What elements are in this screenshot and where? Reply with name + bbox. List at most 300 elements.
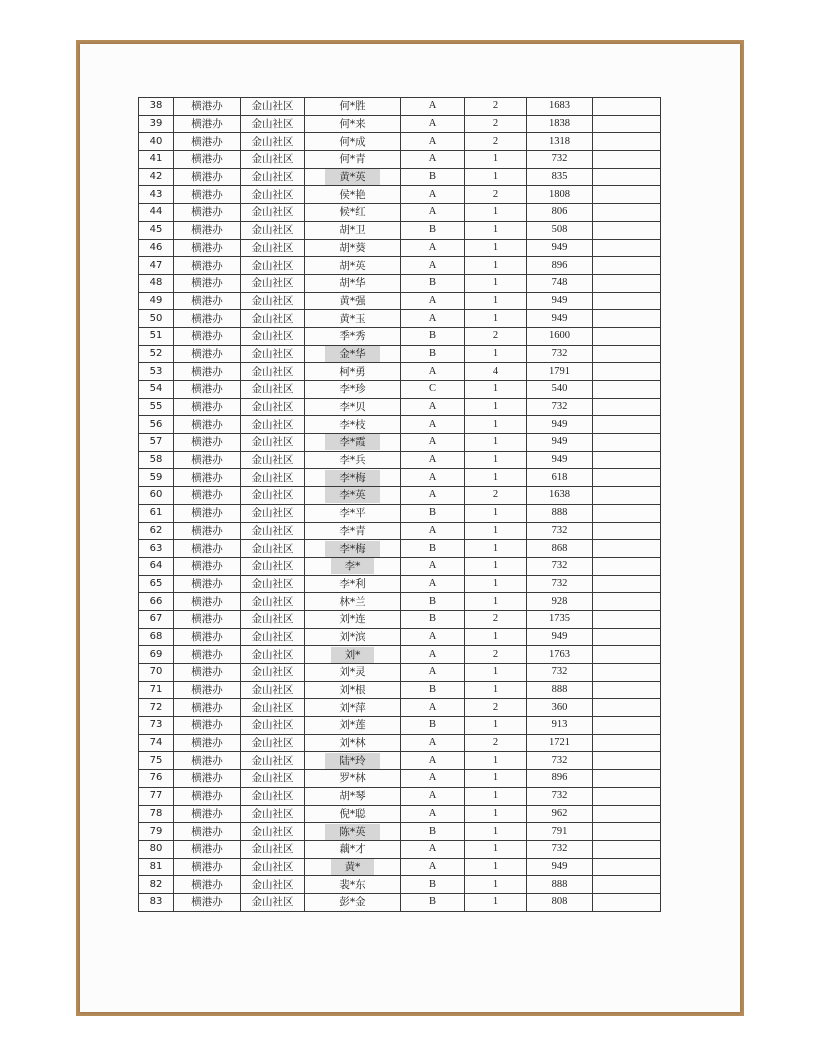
name-cell: 候*红 — [305, 204, 401, 222]
note-cell — [593, 610, 661, 628]
serial-number-cell: 49 — [139, 292, 174, 310]
category-cell: B — [401, 345, 465, 363]
name-cell — [305, 557, 401, 575]
serial-number-cell: 79 — [139, 823, 174, 841]
community-cell: 金山社区 — [241, 239, 305, 257]
count-cell: 1 — [465, 522, 527, 540]
category-cell: A — [401, 770, 465, 788]
note-cell — [593, 416, 661, 434]
note-cell — [593, 858, 661, 876]
table-row — [139, 858, 661, 876]
name-cell — [305, 646, 401, 664]
office-cell: 横港办 — [174, 840, 241, 858]
office-cell: 横港办 — [174, 823, 241, 841]
table-row — [139, 823, 661, 841]
community-cell: 金山社区 — [241, 204, 305, 222]
note-cell — [593, 717, 661, 735]
community-cell: 金山社区 — [241, 469, 305, 487]
table-row — [139, 522, 661, 540]
count-cell: 1 — [465, 557, 527, 575]
office-cell: 横港办 — [174, 504, 241, 522]
serial-number-cell: 80 — [139, 840, 174, 858]
name-cell: 李*贝 — [305, 398, 401, 416]
note-cell — [593, 504, 661, 522]
office-cell: 横港办 — [174, 699, 241, 717]
count-cell: 1 — [465, 752, 527, 770]
serial-number-cell: 59 — [139, 469, 174, 487]
note-cell — [593, 664, 661, 682]
name-cell: 刘*林 — [305, 734, 401, 752]
office-cell: 横港办 — [174, 752, 241, 770]
office-cell: 横港办 — [174, 610, 241, 628]
serial-number-cell: 68 — [139, 628, 174, 646]
category-cell: A — [401, 805, 465, 823]
amount-cell: 1735 — [527, 610, 593, 628]
office-cell: 横港办 — [174, 487, 241, 505]
name-cell — [305, 752, 401, 770]
note-cell — [593, 628, 661, 646]
note-cell — [593, 381, 661, 399]
table-row — [139, 327, 661, 345]
note-cell — [593, 575, 661, 593]
office-cell: 横港办 — [174, 310, 241, 328]
highlighted-name: 黄*英 — [325, 169, 379, 185]
table-row — [139, 770, 661, 788]
amount-cell: 1638 — [527, 487, 593, 505]
table-row — [139, 628, 661, 646]
count-cell: 1 — [465, 840, 527, 858]
amount-cell: 835 — [527, 168, 593, 186]
office-cell: 横港办 — [174, 646, 241, 664]
amount-cell: 1683 — [527, 98, 593, 116]
serial-number-cell: 81 — [139, 858, 174, 876]
category-cell: A — [401, 451, 465, 469]
note-cell — [593, 221, 661, 239]
category-cell: A — [401, 186, 465, 204]
table-row — [139, 876, 661, 894]
amount-cell: 868 — [527, 540, 593, 558]
serial-number-cell: 76 — [139, 770, 174, 788]
name-cell: 刘*根 — [305, 681, 401, 699]
office-cell: 横港办 — [174, 469, 241, 487]
note-cell — [593, 98, 661, 116]
note-cell — [593, 310, 661, 328]
table-row — [139, 168, 661, 186]
office-cell: 横港办 — [174, 416, 241, 434]
count-cell: 4 — [465, 363, 527, 381]
office-cell: 横港办 — [174, 770, 241, 788]
note-cell — [593, 168, 661, 186]
highlighted-name: 刘* — [331, 647, 375, 663]
table-row — [139, 133, 661, 151]
table-row — [139, 557, 661, 575]
name-cell: 黄*强 — [305, 292, 401, 310]
count-cell: 1 — [465, 274, 527, 292]
note-cell — [593, 292, 661, 310]
name-cell — [305, 540, 401, 558]
community-cell: 金山社区 — [241, 593, 305, 611]
serial-number-cell: 40 — [139, 133, 174, 151]
highlighted-name: 陆*玲 — [325, 753, 379, 769]
amount-cell: 508 — [527, 221, 593, 239]
category-cell: B — [401, 610, 465, 628]
note-cell — [593, 557, 661, 575]
community-cell: 金山社区 — [241, 363, 305, 381]
note-cell — [593, 699, 661, 717]
community-cell: 金山社区 — [241, 805, 305, 823]
name-cell: 何*胜 — [305, 98, 401, 116]
serial-number-cell: 52 — [139, 345, 174, 363]
name-cell — [305, 858, 401, 876]
office-cell: 横港办 — [174, 557, 241, 575]
count-cell: 1 — [465, 239, 527, 257]
count-cell: 1 — [465, 858, 527, 876]
category-cell: B — [401, 168, 465, 186]
category-cell: A — [401, 133, 465, 151]
count-cell: 1 — [465, 292, 527, 310]
community-cell: 金山社区 — [241, 398, 305, 416]
serial-number-cell: 62 — [139, 522, 174, 540]
table-row — [139, 239, 661, 257]
category-cell: A — [401, 734, 465, 752]
count-cell: 1 — [465, 664, 527, 682]
table-row — [139, 752, 661, 770]
amount-cell: 732 — [527, 345, 593, 363]
serial-number-cell: 44 — [139, 204, 174, 222]
table-row — [139, 734, 661, 752]
name-cell: 李*青 — [305, 522, 401, 540]
count-cell: 1 — [465, 504, 527, 522]
serial-number-cell: 53 — [139, 363, 174, 381]
amount-cell: 896 — [527, 257, 593, 275]
note-cell — [593, 274, 661, 292]
table-row — [139, 221, 661, 239]
office-cell: 横港办 — [174, 115, 241, 133]
name-cell: 黄*玉 — [305, 310, 401, 328]
category-cell: B — [401, 504, 465, 522]
table-row — [139, 593, 661, 611]
count-cell: 2 — [465, 327, 527, 345]
amount-cell: 618 — [527, 469, 593, 487]
category-cell: B — [401, 681, 465, 699]
office-cell: 横港办 — [174, 434, 241, 452]
note-cell — [593, 805, 661, 823]
table-row — [139, 893, 661, 911]
serial-number-cell: 69 — [139, 646, 174, 664]
table-row — [139, 310, 661, 328]
note-cell — [593, 787, 661, 805]
amount-cell: 962 — [527, 805, 593, 823]
community-cell: 金山社区 — [241, 133, 305, 151]
amount-cell: 949 — [527, 239, 593, 257]
name-cell — [305, 345, 401, 363]
amount-cell: 732 — [527, 787, 593, 805]
name-cell: 刘*灵 — [305, 664, 401, 682]
count-cell: 2 — [465, 98, 527, 116]
count-cell: 1 — [465, 381, 527, 399]
community-cell: 金山社区 — [241, 310, 305, 328]
count-cell: 1 — [465, 593, 527, 611]
office-cell: 横港办 — [174, 133, 241, 151]
count-cell: 1 — [465, 204, 527, 222]
category-cell: A — [401, 363, 465, 381]
community-cell: 金山社区 — [241, 840, 305, 858]
office-cell: 横港办 — [174, 292, 241, 310]
serial-number-cell: 65 — [139, 575, 174, 593]
community-cell: 金山社区 — [241, 168, 305, 186]
count-cell: 1 — [465, 469, 527, 487]
category-cell: A — [401, 98, 465, 116]
category-cell: A — [401, 699, 465, 717]
note-cell — [593, 823, 661, 841]
roster-table — [138, 97, 661, 912]
community-cell: 金山社区 — [241, 664, 305, 682]
amount-cell: 913 — [527, 717, 593, 735]
office-cell: 横港办 — [174, 98, 241, 116]
community-cell: 金山社区 — [241, 274, 305, 292]
note-cell — [593, 363, 661, 381]
community-cell: 金山社区 — [241, 717, 305, 735]
table-row — [139, 487, 661, 505]
community-cell: 金山社区 — [241, 787, 305, 805]
name-cell: 季*秀 — [305, 327, 401, 345]
amount-cell: 949 — [527, 434, 593, 452]
serial-number-cell: 39 — [139, 115, 174, 133]
serial-number-cell: 66 — [139, 593, 174, 611]
note-cell — [593, 540, 661, 558]
category-cell: A — [401, 575, 465, 593]
note-cell — [593, 752, 661, 770]
community-cell: 金山社区 — [241, 858, 305, 876]
serial-number-cell: 83 — [139, 893, 174, 911]
category-cell: B — [401, 876, 465, 894]
amount-cell: 888 — [527, 681, 593, 699]
community-cell: 金山社区 — [241, 98, 305, 116]
serial-number-cell: 50 — [139, 310, 174, 328]
serial-number-cell: 78 — [139, 805, 174, 823]
table-row — [139, 787, 661, 805]
serial-number-cell: 42 — [139, 168, 174, 186]
name-cell: 李*平 — [305, 504, 401, 522]
count-cell: 1 — [465, 628, 527, 646]
category-cell: A — [401, 664, 465, 682]
note-cell — [593, 469, 661, 487]
note-cell — [593, 840, 661, 858]
table-row — [139, 575, 661, 593]
count-cell: 2 — [465, 699, 527, 717]
office-cell: 横港办 — [174, 381, 241, 399]
category-cell: B — [401, 593, 465, 611]
office-cell: 横港办 — [174, 593, 241, 611]
count-cell: 2 — [465, 610, 527, 628]
table-row — [139, 434, 661, 452]
serial-number-cell: 77 — [139, 787, 174, 805]
amount-cell: 806 — [527, 204, 593, 222]
community-cell: 金山社区 — [241, 151, 305, 169]
name-cell: 胡*卫 — [305, 221, 401, 239]
highlighted-name: 金*华 — [325, 346, 379, 362]
highlighted-name: 李*梅 — [325, 470, 379, 486]
category-cell: A — [401, 628, 465, 646]
community-cell: 金山社区 — [241, 823, 305, 841]
table-row — [139, 204, 661, 222]
name-cell: 李*兵 — [305, 451, 401, 469]
name-cell: 李*利 — [305, 575, 401, 593]
count-cell: 1 — [465, 770, 527, 788]
amount-cell: 949 — [527, 628, 593, 646]
community-cell: 金山社区 — [241, 628, 305, 646]
amount-cell: 732 — [527, 522, 593, 540]
category-cell: A — [401, 115, 465, 133]
highlighted-name: 李*英 — [325, 487, 379, 503]
community-cell: 金山社区 — [241, 257, 305, 275]
office-cell: 横港办 — [174, 858, 241, 876]
count-cell: 1 — [465, 717, 527, 735]
table-row — [139, 363, 661, 381]
serial-number-cell: 74 — [139, 734, 174, 752]
amount-cell: 748 — [527, 274, 593, 292]
serial-number-cell: 58 — [139, 451, 174, 469]
amount-cell: 1808 — [527, 186, 593, 204]
table-row — [139, 469, 661, 487]
table-row — [139, 681, 661, 699]
note-cell — [593, 451, 661, 469]
count-cell: 1 — [465, 151, 527, 169]
community-cell: 金山社区 — [241, 540, 305, 558]
category-cell: B — [401, 823, 465, 841]
amount-cell: 732 — [527, 752, 593, 770]
category-cell: B — [401, 274, 465, 292]
serial-number-cell: 47 — [139, 257, 174, 275]
office-cell: 横港办 — [174, 151, 241, 169]
category-cell: A — [401, 787, 465, 805]
serial-number-cell: 48 — [139, 274, 174, 292]
community-cell: 金山社区 — [241, 416, 305, 434]
office-cell: 横港办 — [174, 186, 241, 204]
count-cell: 2 — [465, 133, 527, 151]
name-cell: 何*来 — [305, 115, 401, 133]
table-row — [139, 381, 661, 399]
count-cell: 1 — [465, 398, 527, 416]
count-cell: 1 — [465, 805, 527, 823]
office-cell: 横港办 — [174, 717, 241, 735]
serial-number-cell: 75 — [139, 752, 174, 770]
office-cell: 横港办 — [174, 522, 241, 540]
community-cell: 金山社区 — [241, 699, 305, 717]
community-cell: 金山社区 — [241, 487, 305, 505]
amount-cell: 1318 — [527, 133, 593, 151]
community-cell: 金山社区 — [241, 610, 305, 628]
office-cell: 横港办 — [174, 398, 241, 416]
table-row — [139, 451, 661, 469]
category-cell: A — [401, 858, 465, 876]
community-cell: 金山社区 — [241, 681, 305, 699]
note-cell — [593, 522, 661, 540]
amount-cell: 888 — [527, 876, 593, 894]
count-cell: 1 — [465, 823, 527, 841]
serial-number-cell: 51 — [139, 327, 174, 345]
name-cell: 林*兰 — [305, 593, 401, 611]
name-cell: 胡*英 — [305, 257, 401, 275]
name-cell: 侯*艳 — [305, 186, 401, 204]
name-cell: 何*青 — [305, 151, 401, 169]
community-cell: 金山社区 — [241, 522, 305, 540]
amount-cell: 1721 — [527, 734, 593, 752]
count-cell: 1 — [465, 345, 527, 363]
community-cell: 金山社区 — [241, 876, 305, 894]
serial-number-cell: 61 — [139, 504, 174, 522]
amount-cell: 732 — [527, 664, 593, 682]
community-cell: 金山社区 — [241, 893, 305, 911]
category-cell: A — [401, 239, 465, 257]
name-cell: 柯*勇 — [305, 363, 401, 381]
table-row — [139, 98, 661, 116]
count-cell: 2 — [465, 487, 527, 505]
count-cell: 2 — [465, 734, 527, 752]
highlighted-name: 李* — [331, 558, 375, 574]
count-cell: 1 — [465, 310, 527, 328]
serial-number-cell: 46 — [139, 239, 174, 257]
count-cell: 1 — [465, 221, 527, 239]
office-cell: 横港办 — [174, 345, 241, 363]
table-row — [139, 398, 661, 416]
serial-number-cell: 56 — [139, 416, 174, 434]
name-cell: 刘*连 — [305, 610, 401, 628]
amount-cell: 1600 — [527, 327, 593, 345]
community-cell: 金山社区 — [241, 221, 305, 239]
table-row — [139, 257, 661, 275]
office-cell: 横港办 — [174, 327, 241, 345]
note-cell — [593, 434, 661, 452]
office-cell: 横港办 — [174, 274, 241, 292]
category-cell: B — [401, 221, 465, 239]
amount-cell: 732 — [527, 575, 593, 593]
table-row — [139, 664, 661, 682]
table-row — [139, 292, 661, 310]
category-cell: A — [401, 646, 465, 664]
category-cell: A — [401, 557, 465, 575]
name-cell: 刘*滨 — [305, 628, 401, 646]
name-cell: 罗*林 — [305, 770, 401, 788]
count-cell: 1 — [465, 416, 527, 434]
amount-cell: 1791 — [527, 363, 593, 381]
name-cell — [305, 469, 401, 487]
name-cell — [305, 434, 401, 452]
name-cell: 胡*华 — [305, 274, 401, 292]
category-cell: A — [401, 151, 465, 169]
name-cell: 胡*葵 — [305, 239, 401, 257]
community-cell: 金山社区 — [241, 381, 305, 399]
amount-cell: 732 — [527, 151, 593, 169]
count-cell: 2 — [465, 186, 527, 204]
community-cell: 金山社区 — [241, 770, 305, 788]
amount-cell: 360 — [527, 699, 593, 717]
amount-cell: 949 — [527, 292, 593, 310]
note-cell — [593, 115, 661, 133]
category-cell: B — [401, 717, 465, 735]
office-cell: 横港办 — [174, 257, 241, 275]
note-cell — [593, 734, 661, 752]
office-cell: 横港办 — [174, 893, 241, 911]
community-cell: 金山社区 — [241, 451, 305, 469]
table-row — [139, 186, 661, 204]
amount-cell: 732 — [527, 557, 593, 575]
community-cell: 金山社区 — [241, 292, 305, 310]
name-cell: 彭*金 — [305, 893, 401, 911]
name-cell: 倪*聪 — [305, 805, 401, 823]
office-cell: 横港办 — [174, 540, 241, 558]
amount-cell: 949 — [527, 416, 593, 434]
